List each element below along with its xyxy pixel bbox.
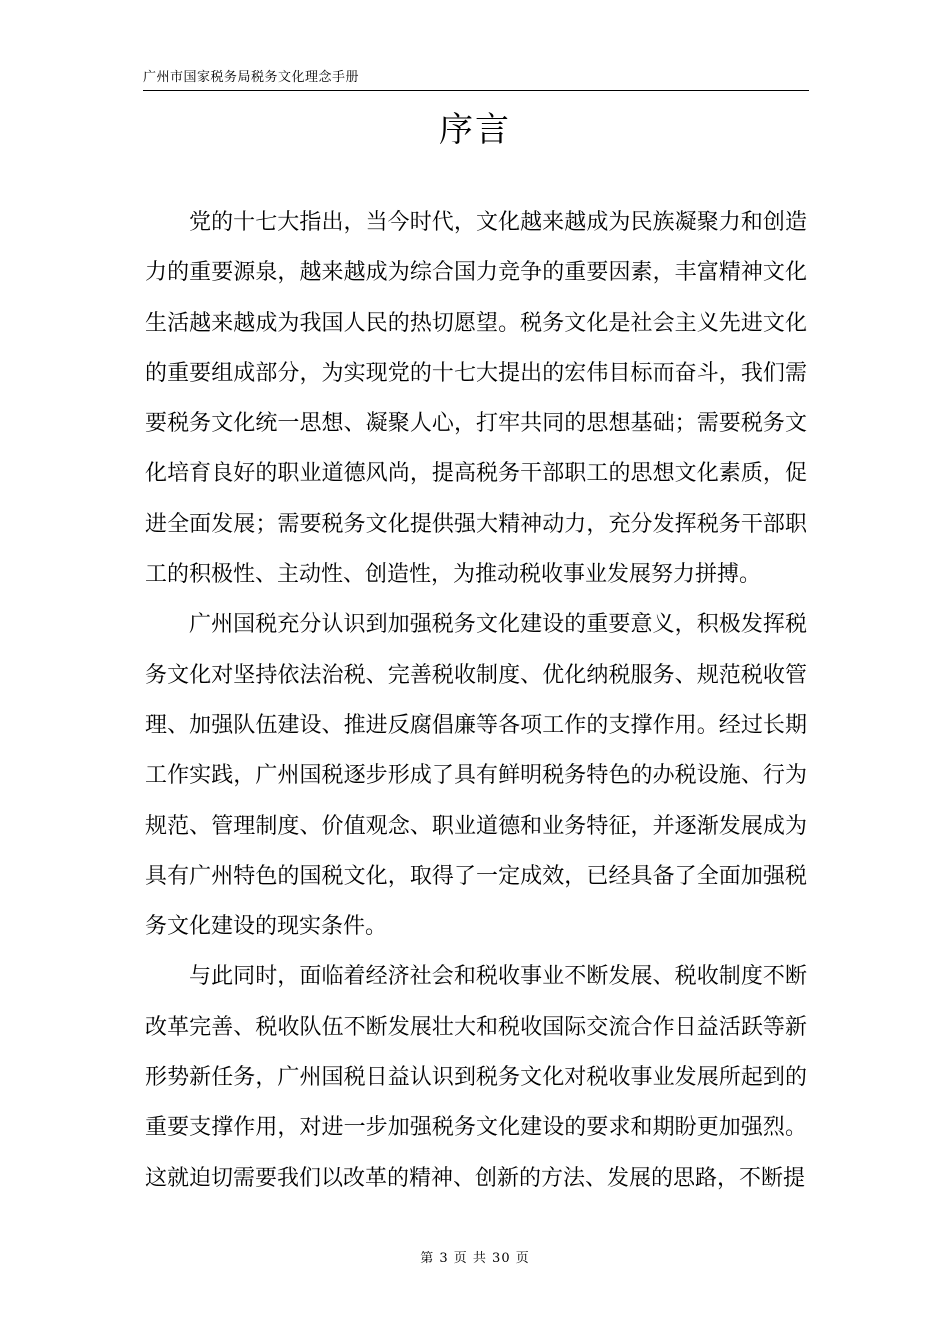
body-text <box>145 198 807 1204</box>
paragraph-1: 党的十七大指出，当今时代，文化越来越成为民族凝聚力和创造力的重要源泉，越来越成为综合国力竞争的重要因素，丰富精神文化生活越来越成为我国人民的热切愿望。税务文化是社会主义先进文化的重要组成部分，为实现党的十七大提出的宏伟目标而奋斗，我们需要税务文化统一思想、凝聚人心，打牢共同的思想基础；需要税务文化培育良好的职业道德风尚，提高税务干部职工的思想文化素质，促进全面发展；需要税务文化提供强大精神动力，充分发挥税务干部职工的积极性、主动性、创造性，为推动税收事业发展努力拼搏。 <box>145 210 807 588</box>
paragraph-2: 广州国税充分认识到加强税务文化建设的重要意义，积极发挥税务文化对坚持依法治税、完善税收制度、优化纳税服务、规范税收管理、加强队伍建设、推进反腐倡廉等各项工作的支撑作用。经过长期工作实践，广州国税逐步形成了具有鲜明税务特色的办税设施、行为规范、管理制度、价值观念、职业道德和业务特征，并逐渐发展成为具有广州特色的国税文化，取得了一定成效，已经具备了全面加强税务文化建设的现实条件。 <box>145 612 807 940</box>
page-header <box>143 70 809 91</box>
page-title: 序言 <box>439 110 511 150</box>
paragraph-3: 与此同时，面临着经济社会和税收事业不断发展、税收制度不断改革完善、税收队伍不断发展壮大和税收国际交流合作日益活跃等新形势新任务，广州国税日益认识到税务文化对税收事业发展所起到的重要支撑作用，对进一步加强税务文化建设的要求和期盼更加强烈。这就迫切需要我们以改革的精神、创新的方法、发展的思路，不断提 <box>145 964 807 1191</box>
page-number-footer: 第 3 页 共 30 页 <box>420 1251 530 1266</box>
header-text: 广州市国家税务局税务文化理念手册 <box>143 70 360 85</box>
